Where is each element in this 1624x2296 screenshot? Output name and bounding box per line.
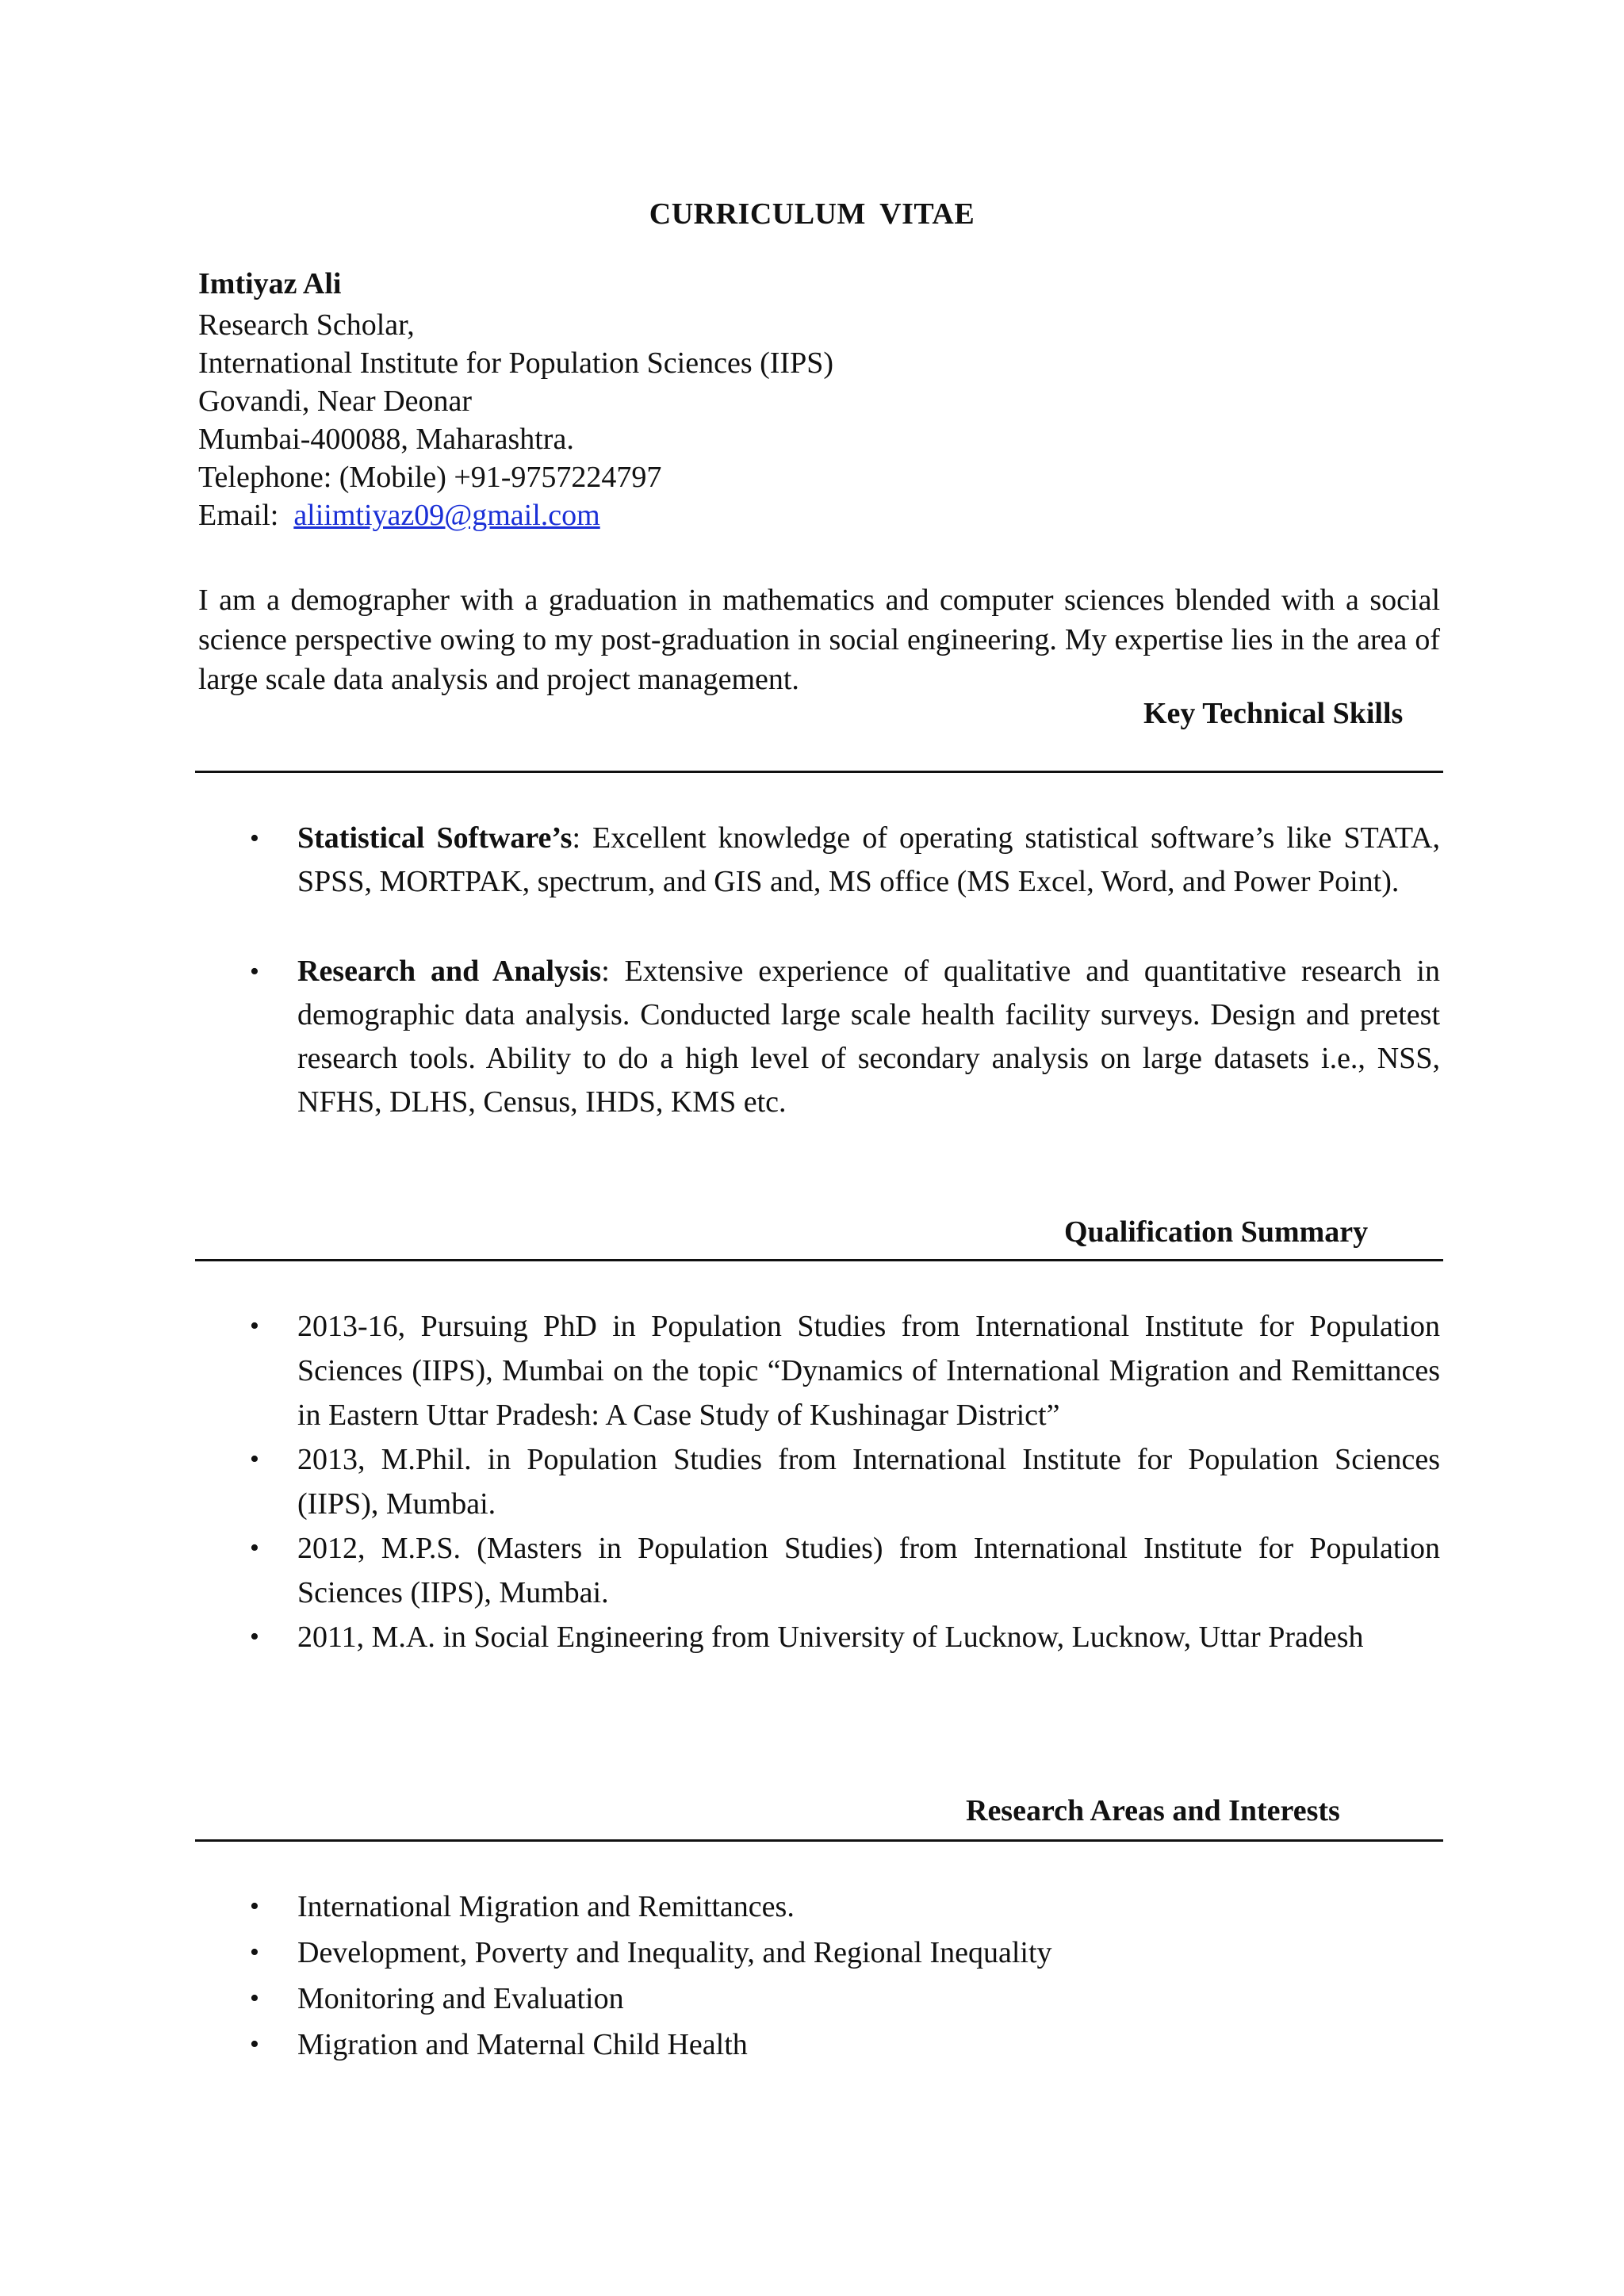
skill-text: : Excellent knowledge of operating statistical software’s like STATA, SPSS, MORTPAK, spectrum, and GIS and, MS office (MS Excel, Word, and Power Point). — [297, 821, 1440, 898]
interest-text: Migration and Maternal Child Health — [297, 2028, 748, 2061]
skills-divider — [195, 771, 1443, 773]
interest-text: Development, Poverty and Inequality, and Regional Inequality — [297, 1936, 1052, 1969]
bullet-icon: • — [250, 824, 259, 853]
list-item — [198, 1615, 1440, 1659]
skill-text: : Extensive experience of qualitative and quantitative research in demographic data analysis. Conducted large scale health facility surveys. Design and pretest research tools. Ability to do a high level of secondary analysis on large datasets i.e., NSS, NFHS, DLHS, Census, IHDS, KMS etc. — [297, 955, 1440, 1119]
email-link[interactable]: aliimtiyaz09@gmail.com — [293, 499, 600, 532]
qualification-text: 2011, M.A. in Social Engineering from University of Lucknow, Lucknow, Uttar Pradesh — [297, 1621, 1364, 1654]
interest-text: Monitoring and Evaluation — [297, 1982, 624, 2015]
qualification-text: 2013, M.Phil. in Population Studies from International Institute for Population Sciences (IIPS), Mumbai. — [297, 1443, 1440, 1521]
bullet-icon: • — [250, 1533, 259, 1563]
contact-line-position: Research Scholar, — [198, 308, 415, 342]
contact-line-institute: International Institute for Population Sciences (IIPS) — [198, 346, 833, 380]
intro-paragraph: I am a demographer with a graduation in mathematics and computer sciences blended with a social science perspective owing to my post-graduation in social engineering. My expertise lies in the area of large scale data analysis and project management. — [198, 584, 1440, 696]
qualification-text: 2012, M.P.S. (Masters in Population Studies) from International Institute for Population Sciences (IIPS), Mumbai. — [297, 1532, 1440, 1609]
list-item — [198, 950, 1440, 1124]
contact-line-email — [198, 496, 1388, 534]
bullet-icon: • — [250, 1445, 259, 1474]
bullet-icon: • — [250, 957, 259, 986]
bullet-icon: • — [250, 1984, 259, 2013]
bullet-icon: • — [250, 2030, 259, 2059]
person-name: Imtiyaz Ali — [198, 267, 342, 300]
skills-heading: Key Technical Skills — [1143, 697, 1404, 730]
document-title: CURRICULUM VITAE — [649, 197, 975, 231]
list-item — [198, 1976, 1440, 2022]
contact-line-city: Mumbai-400088, Maharashtra. — [198, 423, 574, 456]
qualifications-heading: Qualification Summary — [1064, 1215, 1369, 1249]
bullet-icon: • — [250, 1892, 259, 1921]
skill-label: Research and Analysis — [297, 955, 602, 988]
bullet-icon: • — [250, 1938, 259, 1967]
list-item — [198, 1437, 1440, 1526]
interests-divider — [195, 1839, 1443, 1842]
skills-list — [198, 817, 1440, 1170]
interests-heading: Research Areas and Interests — [966, 1794, 1340, 1827]
skill-label: Statistical Software’s — [297, 821, 573, 855]
list-item — [198, 2022, 1440, 2068]
list-item — [198, 1930, 1440, 1976]
qualifications-divider — [195, 1259, 1443, 1261]
contact-block — [198, 265, 1388, 534]
qualifications-list — [198, 1304, 1440, 1659]
bullet-icon: • — [250, 1622, 259, 1651]
interests-list — [198, 1884, 1440, 2068]
list-item — [198, 1884, 1440, 1930]
bullet-icon: • — [250, 1311, 259, 1341]
contact-line-telephone: Telephone: (Mobile) +91-9757224797 — [198, 461, 662, 494]
list-item — [198, 1526, 1440, 1615]
list-item — [198, 817, 1440, 904]
qualification-text: 2013-16, Pursuing PhD in Population Studies from International Institute for Population Sciences (IIPS), Mumbai on the topic “Dynamics of International Migration and Remittances in Eastern Uttar Pradesh: A Case Study of Kushinagar District” — [297, 1310, 1440, 1432]
list-item — [198, 1304, 1440, 1437]
contact-line-locality: Govandi, Near Deonar — [198, 385, 473, 418]
email-label: Email: — [198, 499, 279, 532]
interest-text: International Migration and Remittances. — [297, 1890, 795, 1923]
